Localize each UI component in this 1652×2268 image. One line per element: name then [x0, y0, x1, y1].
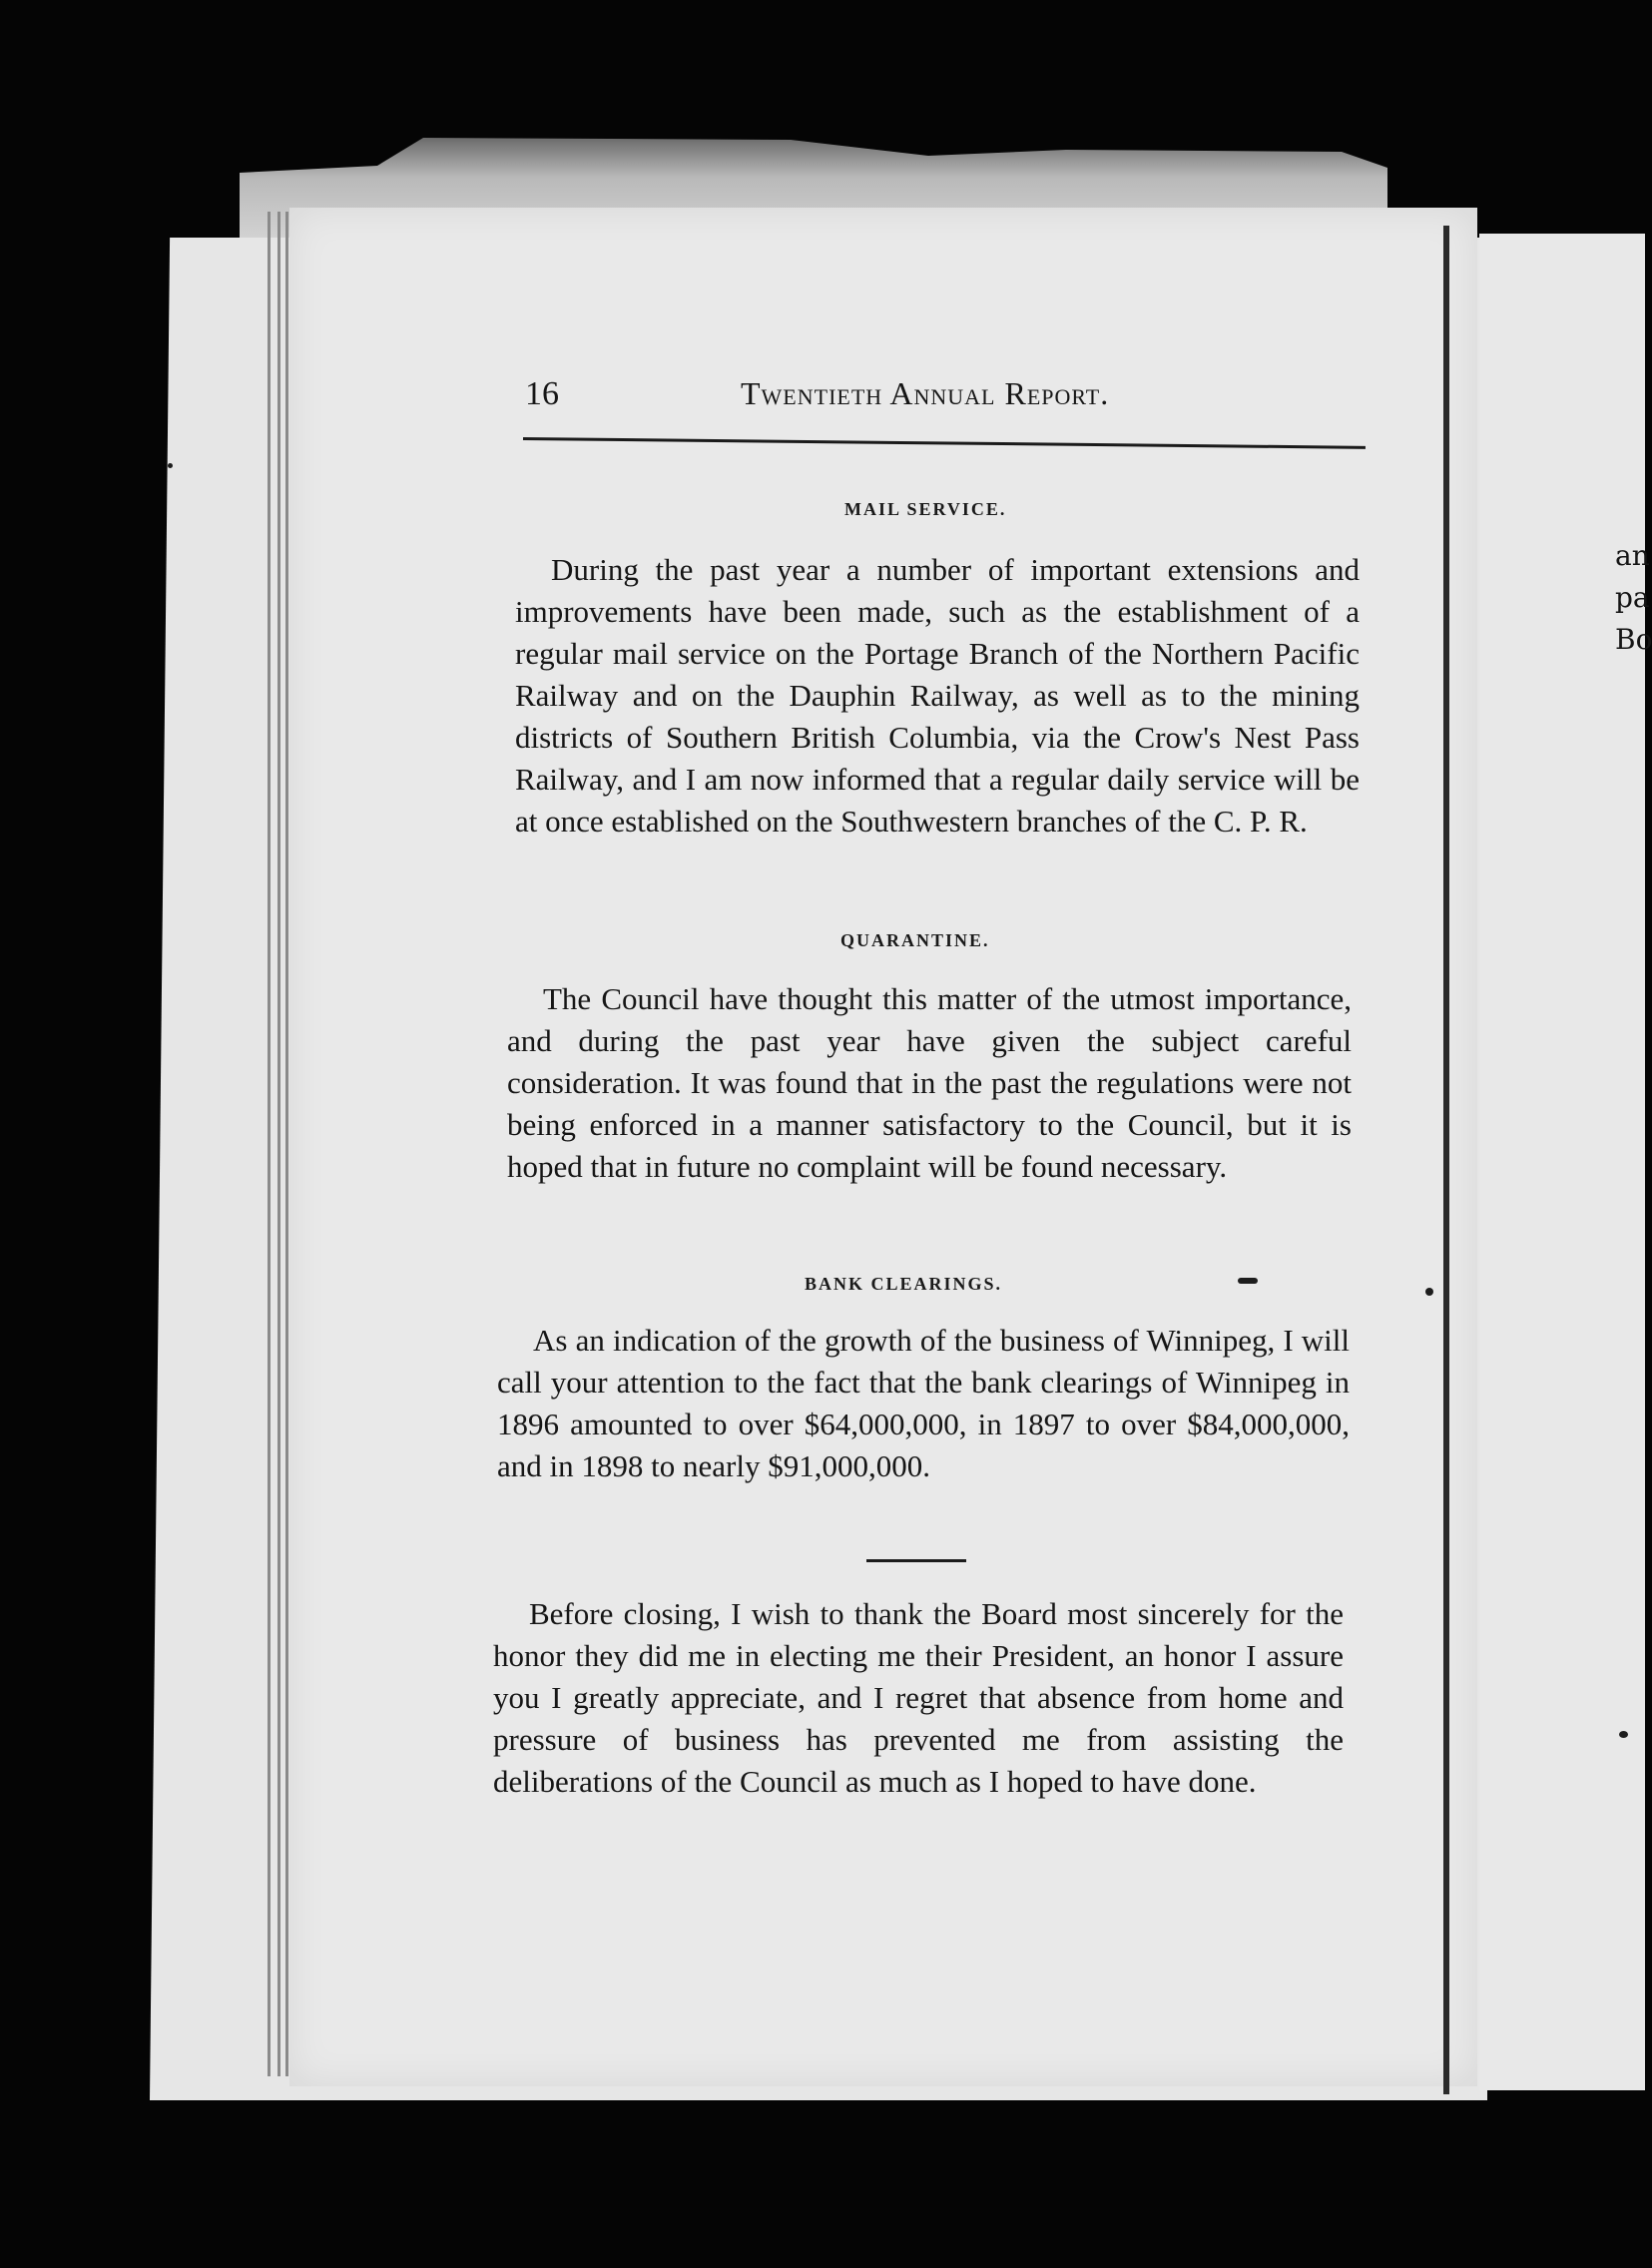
page-edge-line [277, 212, 280, 2076]
page-number: 16 [525, 375, 559, 412]
section-heading-quarantine: QUARANTINE. [840, 930, 990, 950]
ink-smudge [1238, 1278, 1258, 1284]
section-divider [866, 1559, 966, 1562]
paper-speck [168, 463, 173, 468]
paper-speck [1425, 1288, 1433, 1296]
facing-page-fragment: Bo [1615, 623, 1652, 656]
running-title: Twentieth Annual Report. [741, 375, 1110, 411]
section-heading-bank-clearings: BANK CLEARINGS. [805, 1274, 1003, 1294]
paper-speck [1619, 1731, 1628, 1738]
page-edge-line [268, 212, 271, 2076]
page-edge-line [285, 212, 288, 2076]
section-body-quarantine: The Council have thought this matter of the utmost importance, and during the past year have given the subject careful consideration. It was found that in the past the regulations were not being enforced in a manner satisfactory to the Council, but it is hoped that in future no complaint will be found necessary. [507, 981, 1352, 1184]
page-header [525, 371, 1364, 421]
closing-paragraph: Before closing, I wish to thank the Board most sincerely for the honor they did me in electing me their President, an honor I assure you I greatly appreciate, and I regret that absence from home and pressure of business has prevented me from assisting the deliberations of the Council as much as I hoped to have done. [493, 1596, 1344, 1799]
section-heading-mail-service: MAIL SERVICE. [844, 499, 1007, 519]
facing-page-fragment: pa [1615, 581, 1650, 614]
section-body-mail-service: During the past year a number of important extensions and improvements have been made, such as the establishment of a regular mail service on the Portage Branch of the Northern Pacific Railway and on the Dauphin Railway, as well as to the mining districts of Southern British Columbia, via the Crow's Nest Pass Railway, and I am now informed that a regular daily service will be at once established on the Southwestern branches of the C. P. R. [515, 552, 1360, 839]
section-body-bank-clearings: As an indication of the growth of the business of Winnipeg, I will call your attention to the fact that the bank clearings of Winnipeg in 1896 amounted to over $64,000,000, in 1897 to over $84,000,000, and in 1898 to nearly $91,000,000. [497, 1323, 1350, 1483]
page-gutter [1443, 226, 1449, 2094]
facing-page [1479, 234, 1645, 2090]
facing-page-fragment: an [1615, 539, 1650, 572]
